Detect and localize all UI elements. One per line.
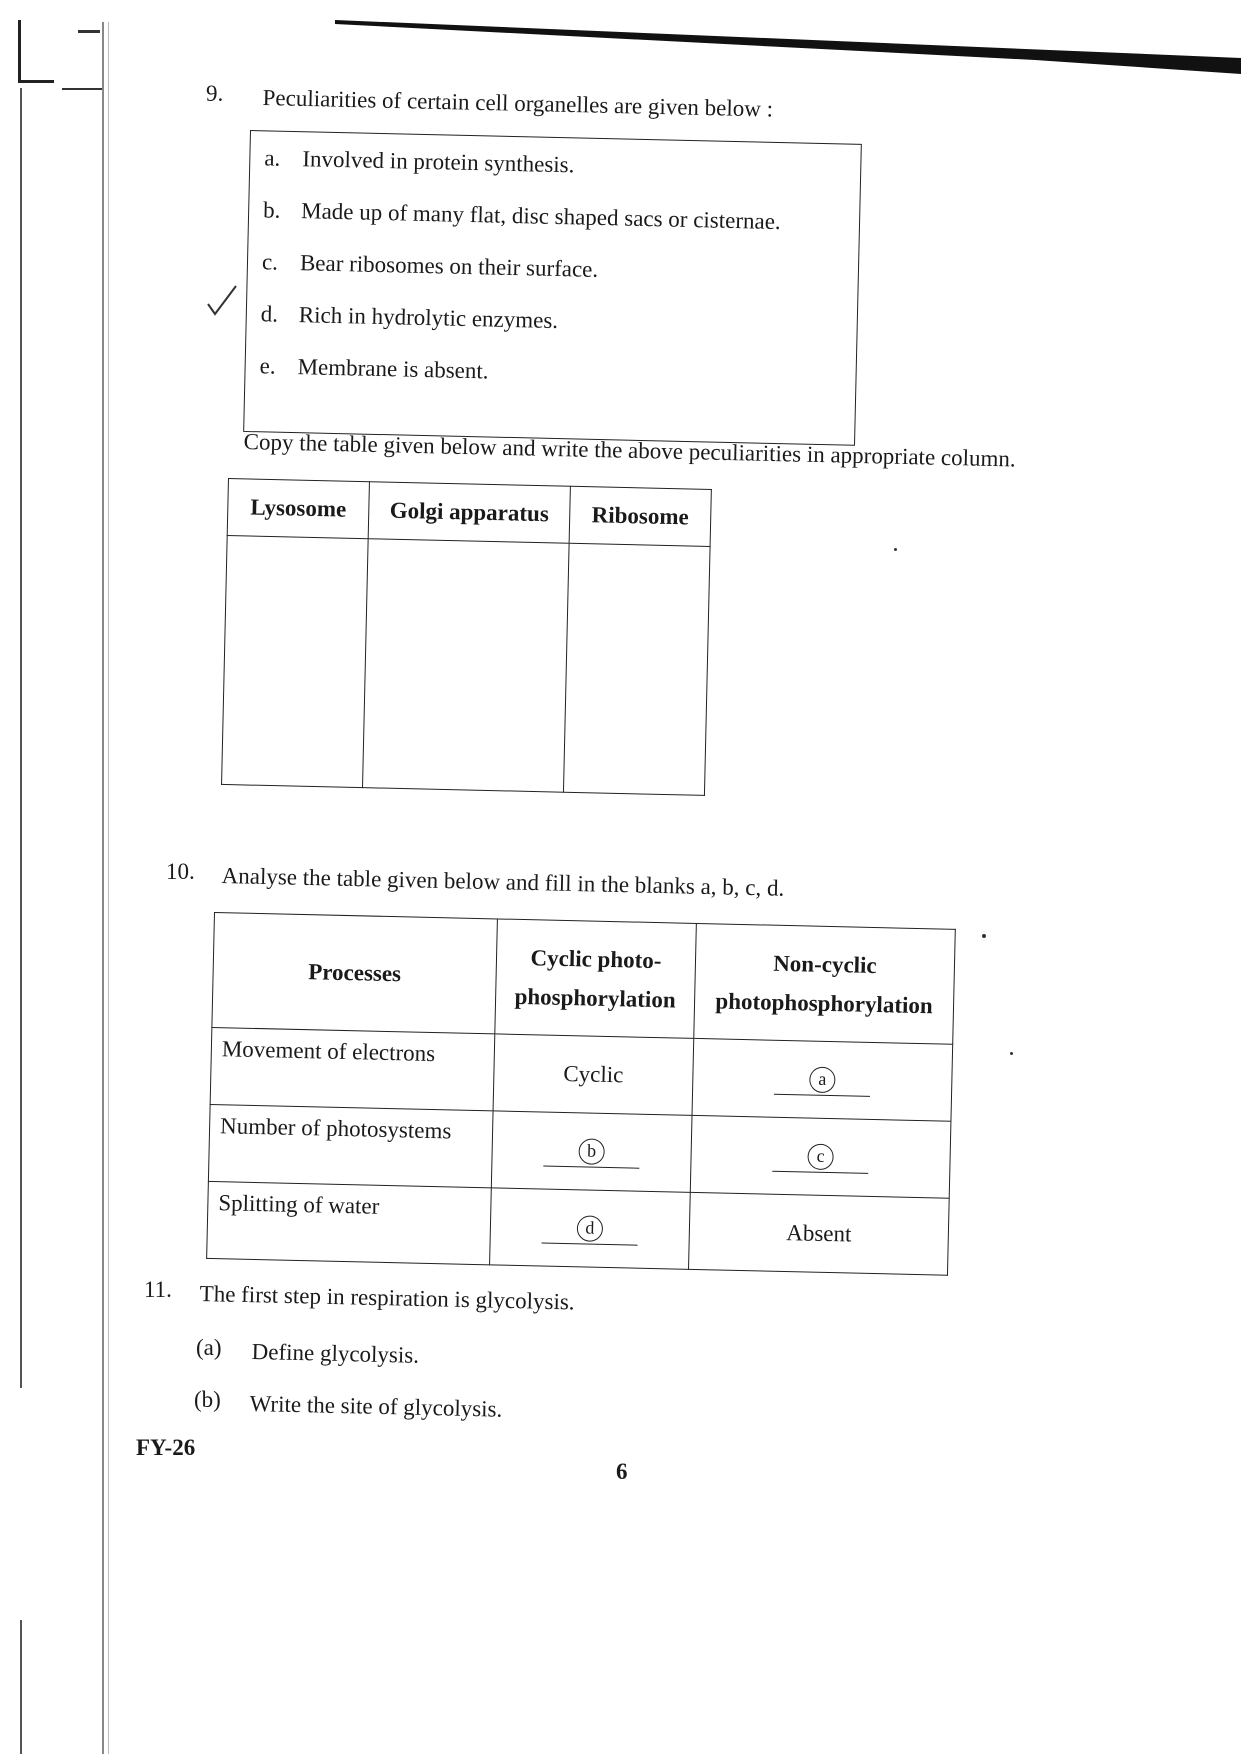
blank-label: c: [807, 1143, 834, 1170]
photophosphorylation-table: [206, 912, 956, 1276]
scan-bracket: [18, 80, 54, 83]
scan-bracket: [78, 30, 100, 33]
item-text: Made up of many flat, disc shaped sacs or cisternae.: [300, 198, 781, 235]
row-label: Number of photosystems: [208, 1104, 493, 1187]
page-number: 6: [616, 1459, 628, 1484]
item-text: Rich in hydrolytic enzymes.: [298, 302, 559, 334]
header-line: Non-cyclic: [772, 950, 877, 978]
q9-question: Peculiarities of certain cell organelles are given below :: [262, 84, 774, 122]
scan-bracket: [62, 88, 102, 90]
organelle-table: [221, 478, 712, 796]
scan-margin-line: [108, 22, 109, 1754]
scan-top-bar: [335, 14, 1241, 74]
row-label: Splitting of water: [207, 1181, 492, 1264]
table-cell: [490, 1188, 691, 1269]
q9-number: 9.: [206, 81, 224, 106]
blank-field: [542, 1212, 639, 1245]
table-header: Golgi apparatus: [368, 482, 570, 544]
table-header: [495, 919, 697, 1038]
table-cell: Cyclic: [493, 1034, 694, 1115]
item-letter: a.: [264, 145, 281, 171]
blank-label: d: [577, 1215, 604, 1242]
header-line: photophosphorylation: [715, 988, 933, 1019]
peculiarity-item: [263, 197, 781, 235]
scan-edge-line: [20, 88, 22, 1388]
table-cell: [563, 543, 710, 795]
q10-number: 10.: [166, 859, 195, 884]
scan-speck: [982, 934, 986, 938]
item-letter: e.: [259, 353, 276, 379]
scan-speck: [894, 548, 897, 551]
table-cell: [222, 535, 369, 787]
item-text: Bear ribosomes on their surface.: [299, 250, 599, 282]
q11-question: The first step in respiration is glycolysis.: [199, 1280, 575, 1315]
blank-field: [772, 1140, 869, 1173]
header-line: phosphorylation: [514, 983, 676, 1013]
blank-label: b: [578, 1138, 605, 1165]
scan-margin-line: [102, 22, 104, 1754]
blank-field: [774, 1063, 871, 1096]
scan-edge-line: [20, 1620, 22, 1754]
item-letter: b.: [262, 197, 281, 223]
q9-instruction: Copy the table given below and write the above peculiarities in appropriate column.: [243, 428, 1016, 472]
table-cell: [692, 1038, 953, 1121]
table-cell: Absent: [689, 1192, 950, 1275]
table-header: Processes: [212, 913, 498, 1034]
peculiarities-box: [243, 130, 862, 446]
table-header: [694, 923, 956, 1044]
table-cell: [363, 539, 570, 792]
row-label: Movement of electrons: [210, 1027, 495, 1110]
item-letter: c.: [261, 249, 279, 275]
table-header: Ribosome: [569, 486, 711, 546]
q11-part-label: (a): [196, 1335, 222, 1360]
item-letter: d.: [260, 301, 279, 327]
blank-field: [543, 1135, 640, 1168]
table-cell: [690, 1115, 951, 1198]
header-line: Cyclic photo-: [530, 945, 662, 974]
q10-question: Analyse the table given below and fill in the blanks a, b, c, d.: [221, 862, 785, 901]
item-text: Involved in protein synthesis.: [302, 146, 575, 178]
scan-speck: [1010, 1052, 1013, 1055]
item-text: Membrane is absent.: [297, 354, 489, 384]
q11-part-label: (b): [194, 1387, 221, 1412]
table-row: [207, 1181, 950, 1275]
paper-code: FY-26: [136, 1435, 196, 1460]
table-header: Lysosome: [227, 479, 369, 539]
peculiarity-item: [264, 145, 575, 178]
blank-label: a: [809, 1066, 836, 1093]
scan-bracket: [18, 20, 21, 82]
table-cell: [491, 1111, 692, 1192]
peculiarity-item: [259, 353, 489, 384]
peculiarity-item: [262, 249, 599, 283]
q11-number: 11.: [144, 1277, 172, 1302]
q11-part-text: Define glycolysis.: [251, 1338, 420, 1368]
check-mark-icon: [206, 284, 238, 320]
q11-part-text: Write the site of glycolysis.: [249, 1390, 503, 1422]
peculiarity-item: [261, 301, 559, 334]
